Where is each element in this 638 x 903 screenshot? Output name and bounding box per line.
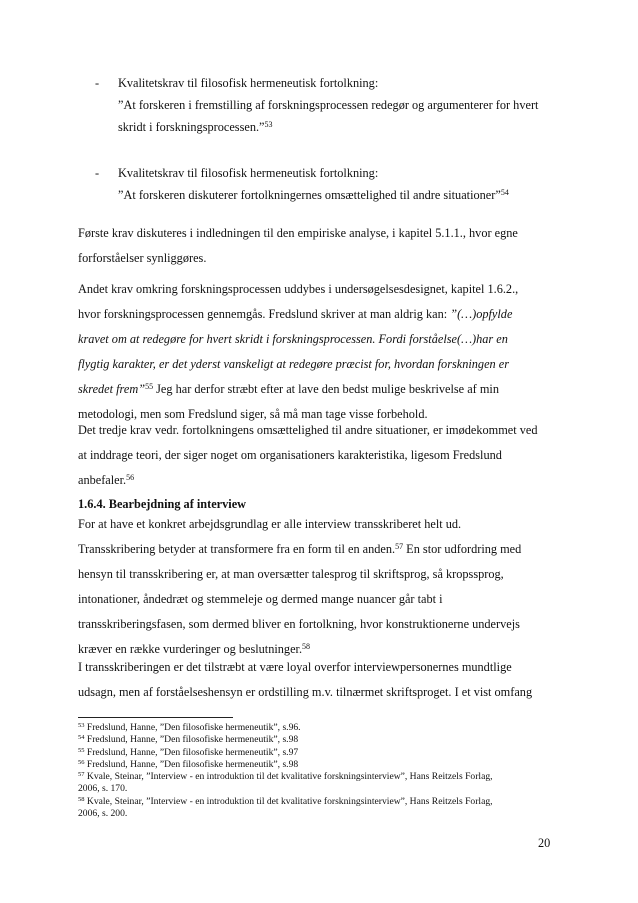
footnote: $^{53}$ Fredslund, Hanne, ”Den filosofiske hermeneutik”, s.96. [78, 722, 301, 733]
bullet-quote-line: ”At forskeren i fremstilling af forskningsprocessen redegør og argumenterer for hvert [118, 98, 539, 112]
text-line: transskriberingsfasen, som dermed bliver en fortolkning, hvor konstruktionerne undervejs [78, 617, 520, 631]
footnote: $^{54}$ Fredslund, Hanne, ”Den filosofiske hermeneutik”, s.98 [78, 734, 299, 746]
footnote: $^{55}$ Fredslund, Hanne, ”Den filosofiske hermeneutik”, s.97 [78, 746, 299, 758]
bullet-dash: - [95, 76, 100, 90]
text-line: Transskribering betyder at transformere fra en form til en anden.$^{57}$ En stor udfordring med [78, 542, 522, 556]
text-line: anbefaler.$^{56}$ [78, 473, 135, 487]
text-line: intonationer, åndedræt og stemmeleje og dermed mange nuancer går tabt i [78, 592, 443, 606]
text-line: Andet krav omkring forskningsprocessen uddybes i undersøgelsesdesignet, kapitel 1.6.2., [78, 282, 519, 296]
footnote-continuation: 2006, s. 200. [78, 808, 128, 820]
bullet-dash: - [95, 166, 100, 180]
footnote: $^{58}$ Kvale, Steinar, ”Interview - en introduktion til det kvalitative forskningsinterview”, Hans Reitzels Forlag, [78, 795, 493, 807]
bullet-quote-line: skridt i forskningsprocessen.”$^{53}$ [118, 120, 273, 134]
text-line: udsagn, men af forståelseshensyn er ordstilling m.v. tilnærmet skriftsproget. I et vist omfang [78, 685, 533, 699]
footnote-ref[interactable]: 55 [145, 382, 154, 391]
footnote-separator [78, 717, 233, 718]
paragraph [78, 277, 564, 427]
text-line: forforståelser synliggøres. [78, 251, 207, 265]
text-line: skredet frem”$^{55}$ Jeg har derfor stræbt efter at lave den bedst mulige beskrivelse af min [78, 382, 499, 396]
paragraph [78, 221, 564, 271]
text-line: I transskriberingen er det tilstræbt at være loyal overfor interviewpersonernes mundtlige [78, 660, 512, 674]
text-line: hvor forskningsprocessen gennemgås. Fredslund skriver at man aldrig kan: ”(…)opfylde [78, 307, 513, 321]
footnote-ref[interactable]: 56 [126, 473, 135, 482]
section-heading: 1.6.4. Bearbejdning af interview [78, 497, 247, 511]
text-line: kræver en række vurderinger og beslutninger.$^{58}$ [78, 642, 311, 656]
paragraph [78, 655, 564, 705]
bullet-heading: Kvalitetskrav til filosofisk hermeneutisk fortolkning: [118, 166, 379, 180]
footnote-ref[interactable]: 58 [302, 642, 311, 651]
paragraph [78, 512, 564, 662]
paragraph [78, 418, 564, 493]
text-line: Det tredje krav vedr. fortolkningens omsættelighed til andre situationer, er imødekommet ved [78, 423, 538, 437]
footnote-ref[interactable]: 53 [264, 120, 273, 129]
footnote-ref[interactable]: 57 [395, 542, 404, 551]
text-line: Første krav diskuteres i indledningen til den empiriske analyse, i kapitel 5.1.1., hvor egne [78, 226, 518, 240]
footnote: $^{57}$ Kvale, Steinar, ”Interview - en introduktion til det kvalitative forskningsinterview”, Hans Reitzels Forlag, [78, 771, 493, 783]
text-line: metodologi, men som Fredslund siger, så må man tage visse forbehold. [78, 407, 428, 421]
text-line: kravet om at redegøre for hvert skridt i forskningsprocessen. Fordi forståelse(…)har en [78, 332, 508, 346]
text-line: hensyn til transskribering er, at man oversætter talesprog til skriftsprog, så kropssprog, [78, 567, 504, 581]
text-line: flygtig karakter, er det yderst vanskeligt at redegøre præcist for, hvordan forskningen er [78, 357, 510, 371]
footnote: $^{56}$ Fredslund, Hanne, ”Den filosofiske hermeneutik”, s.98 [78, 758, 299, 770]
footnote-ref[interactable]: 54 [500, 188, 509, 197]
footnote-continuation: 2006, s. 170. [78, 783, 128, 795]
page-number: 20 [538, 836, 551, 850]
footnotes [78, 722, 568, 820]
bullet-2 [118, 162, 568, 206]
bullet-1 [118, 72, 568, 138]
bullet-quote-line: ”At forskeren diskuterer fortolkningernes omsættelighed til andre situationer”$^{54}$ [118, 188, 509, 202]
text-line: at inddrage teori, der siger noget om organisationers karakteristika, ligesom Fredslund [78, 448, 502, 462]
bullet-heading: Kvalitetskrav til filosofisk hermeneutisk fortolkning: [118, 76, 379, 90]
text-line: For at have et konkret arbejdsgrundlag er alle interview transskriberet helt ud. [78, 517, 462, 531]
